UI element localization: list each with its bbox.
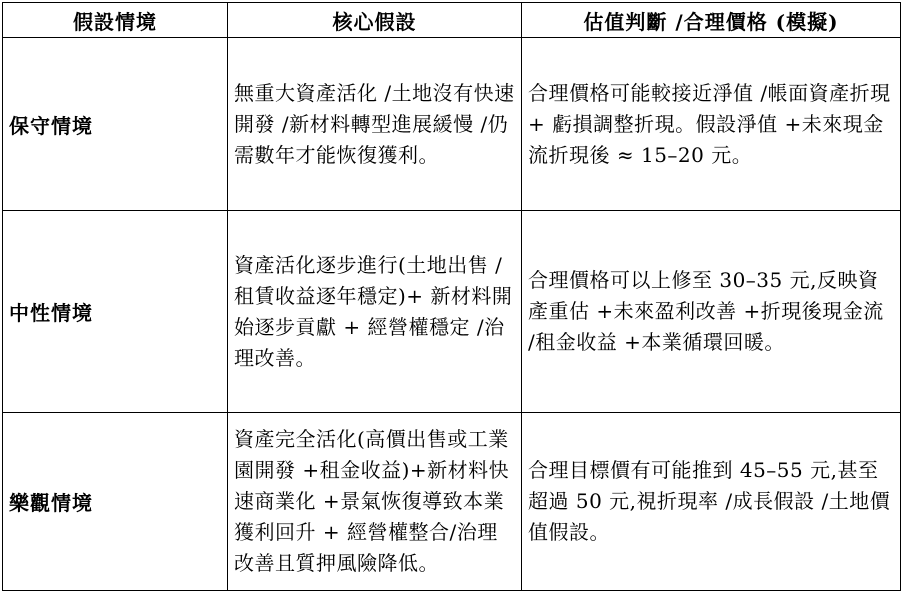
- scenario-label-neutral: 中性情境: [3, 211, 228, 413]
- header-valuation: 估值判斷 /合理價格 (模擬): [522, 3, 901, 38]
- header-core-assumption: 核心假設: [228, 3, 522, 38]
- table-row-neutral: [3, 211, 901, 413]
- valuation-conservative: 合理價格可能較接近淨值 /帳面資產折現 + 虧損調整折現。假設淨值 +未來現金流折現後 ≈ 15–20 元。: [522, 38, 901, 211]
- scenario-label-optimistic: 樂觀情境: [3, 413, 228, 591]
- core-assumption-neutral: 資產活化逐步進行(土地出售 /租賃收益逐年穩定)+ 新材料開始逐步貢獻 + 經營權穩定 /治理改善。: [228, 211, 522, 413]
- scenario-label-conservative: 保守情境: [3, 38, 228, 211]
- header-row: [3, 3, 901, 38]
- table-row-conservative: [3, 38, 901, 211]
- valuation-neutral: 合理價格可以上修至 30–35 元,反映資產重估 +未來盈利改善 +折現後現金流 /租金收益 +本業循環回暖。: [522, 211, 901, 413]
- header-scenario: 假設情境: [3, 3, 228, 38]
- core-assumption-conservative: 無重大資產活化 /土地沒有快速開發 /新材料轉型進展緩慢 /仍需數年才能恢復獲利。: [228, 38, 522, 211]
- scenario-valuation-table: [2, 2, 901, 591]
- core-assumption-optimistic: 資產完全活化(高價出售或工業園開發 +租金收益)+新材料快速商業化 +景氣恢復導致本業獲利回升 + 經營權整合/治理改善且質押風險降低。: [228, 413, 522, 591]
- valuation-optimistic: 合理目標價有可能推到 45–55 元,甚至超過 50 元,視折現率 /成長假設 /土地價值假設。: [522, 413, 901, 591]
- table-row-optimistic: [3, 413, 901, 591]
